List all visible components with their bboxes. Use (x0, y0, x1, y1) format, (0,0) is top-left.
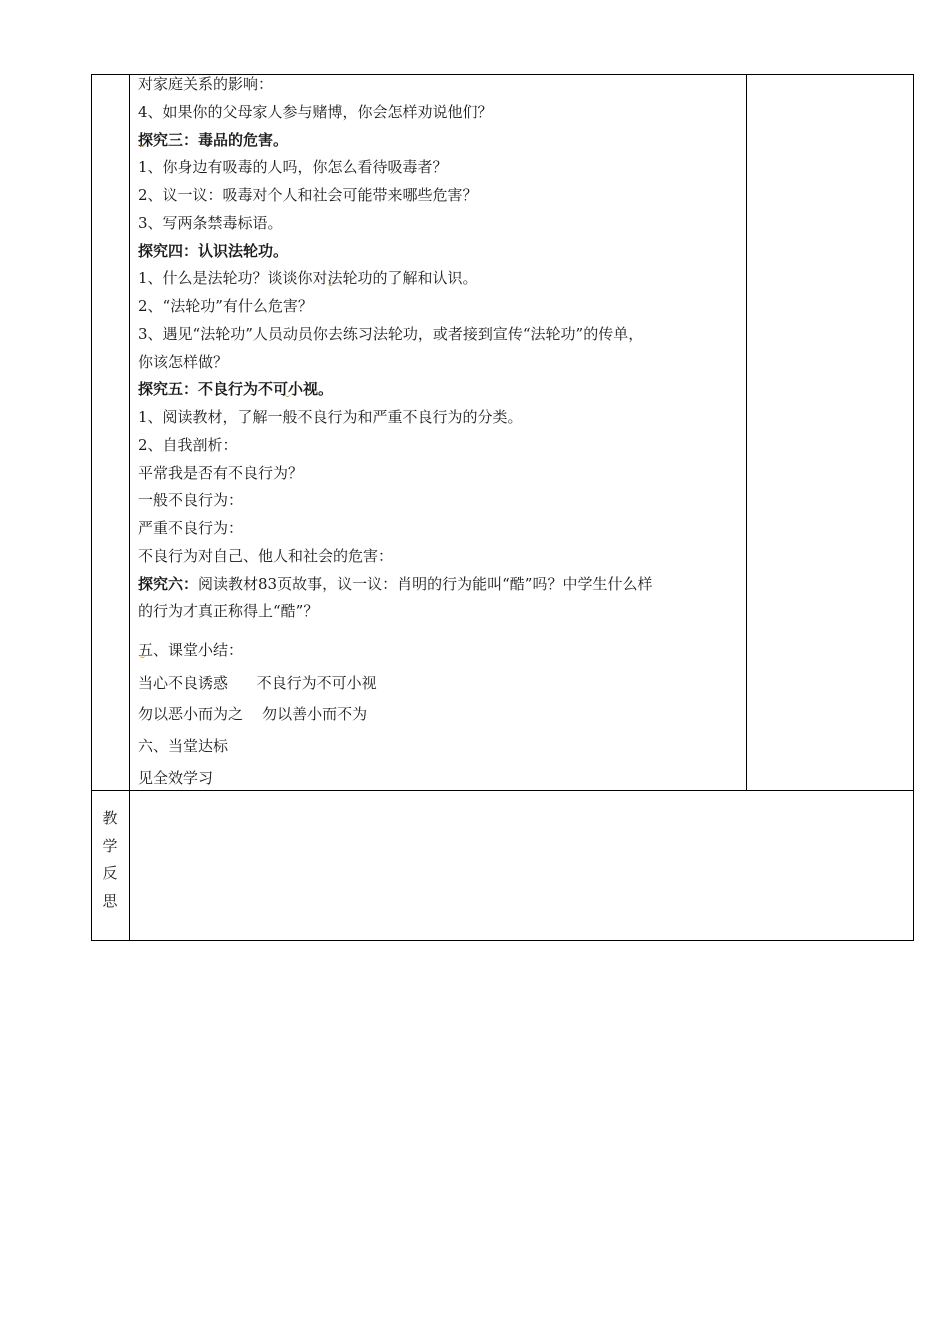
content-line: 严重不良行为： (138, 519, 244, 537)
content-line: 不良行为对自己、他人和社会的危害： (138, 547, 394, 565)
reflection-label-char: 教 (102, 809, 118, 827)
practice-line: 见全效学习 (138, 769, 214, 787)
content-line: 2、议一议：吸毒对个人和社会可能带来哪些危害？ (138, 186, 478, 204)
content-line: 2、“法轮功”有什么危害？ (138, 297, 313, 315)
explore6-question: 阅读教材83页故事，议一议：肖明的行为能叫“酷”吗？中学生什么样 (198, 575, 653, 593)
practice-heading: 六、当堂达标 (138, 737, 229, 755)
content-line: 对家庭关系的影响： (138, 75, 274, 93)
content-line: 1、阅读教材，了解一般不良行为和严重不良行为的分类。 (138, 408, 523, 426)
section-heading-explore5: 探究五：不良行为不可小视。 (138, 380, 334, 398)
label-column-divider (129, 74, 130, 941)
table-bottom-border (91, 940, 914, 941)
content-line: 一般不良行为： (138, 491, 244, 509)
explore6-line (138, 574, 652, 594)
table-left-border (91, 74, 92, 941)
section-heading-explore6: 探究六： (138, 575, 199, 593)
row-divider (91, 790, 914, 791)
table-right-border (913, 74, 914, 941)
content-line: 1、什么是法轮功？谈谈你对法轮功的了解和认识。 (138, 269, 478, 287)
summary-line: 勿以恶小而为之 勿以善小而不为 (138, 705, 368, 723)
reflection-label-char: 学 (102, 837, 118, 855)
notes-column-divider (746, 74, 747, 790)
section-heading-explore4: 探究四：认识法轮功。 (138, 242, 289, 260)
content-line: 1、你身边有吸毒的人吗，你怎么看待吸毒者？ (138, 158, 448, 176)
explore6-line-2: 的行为才真正称得上“酷”？ (138, 602, 319, 620)
content-line: 你该怎样做？ (138, 353, 229, 371)
content-line: 3、遇见“法轮功”人员动员你去练习法轮功，或者接到宣传“法轮功”的传单， (138, 325, 644, 343)
section-heading-explore3: 探究三：毒品的危害。 (138, 131, 289, 149)
content-line: 2、自我剖析： (138, 436, 238, 454)
reflection-label-char: 思 (102, 892, 118, 910)
reflection-label-char: 反 (102, 864, 118, 882)
summary-heading: 五、课堂小结： (138, 641, 244, 659)
content-line: 平常我是否有不良行为？ (138, 464, 304, 482)
content-line: 3、写两条禁毒标语。 (138, 214, 283, 232)
summary-line: 当心不良诱惑 不良行为不可小视 (138, 674, 377, 692)
content-line: 4、如果你的父母家人参与赌博，你会怎样劝说他们？ (138, 103, 493, 121)
